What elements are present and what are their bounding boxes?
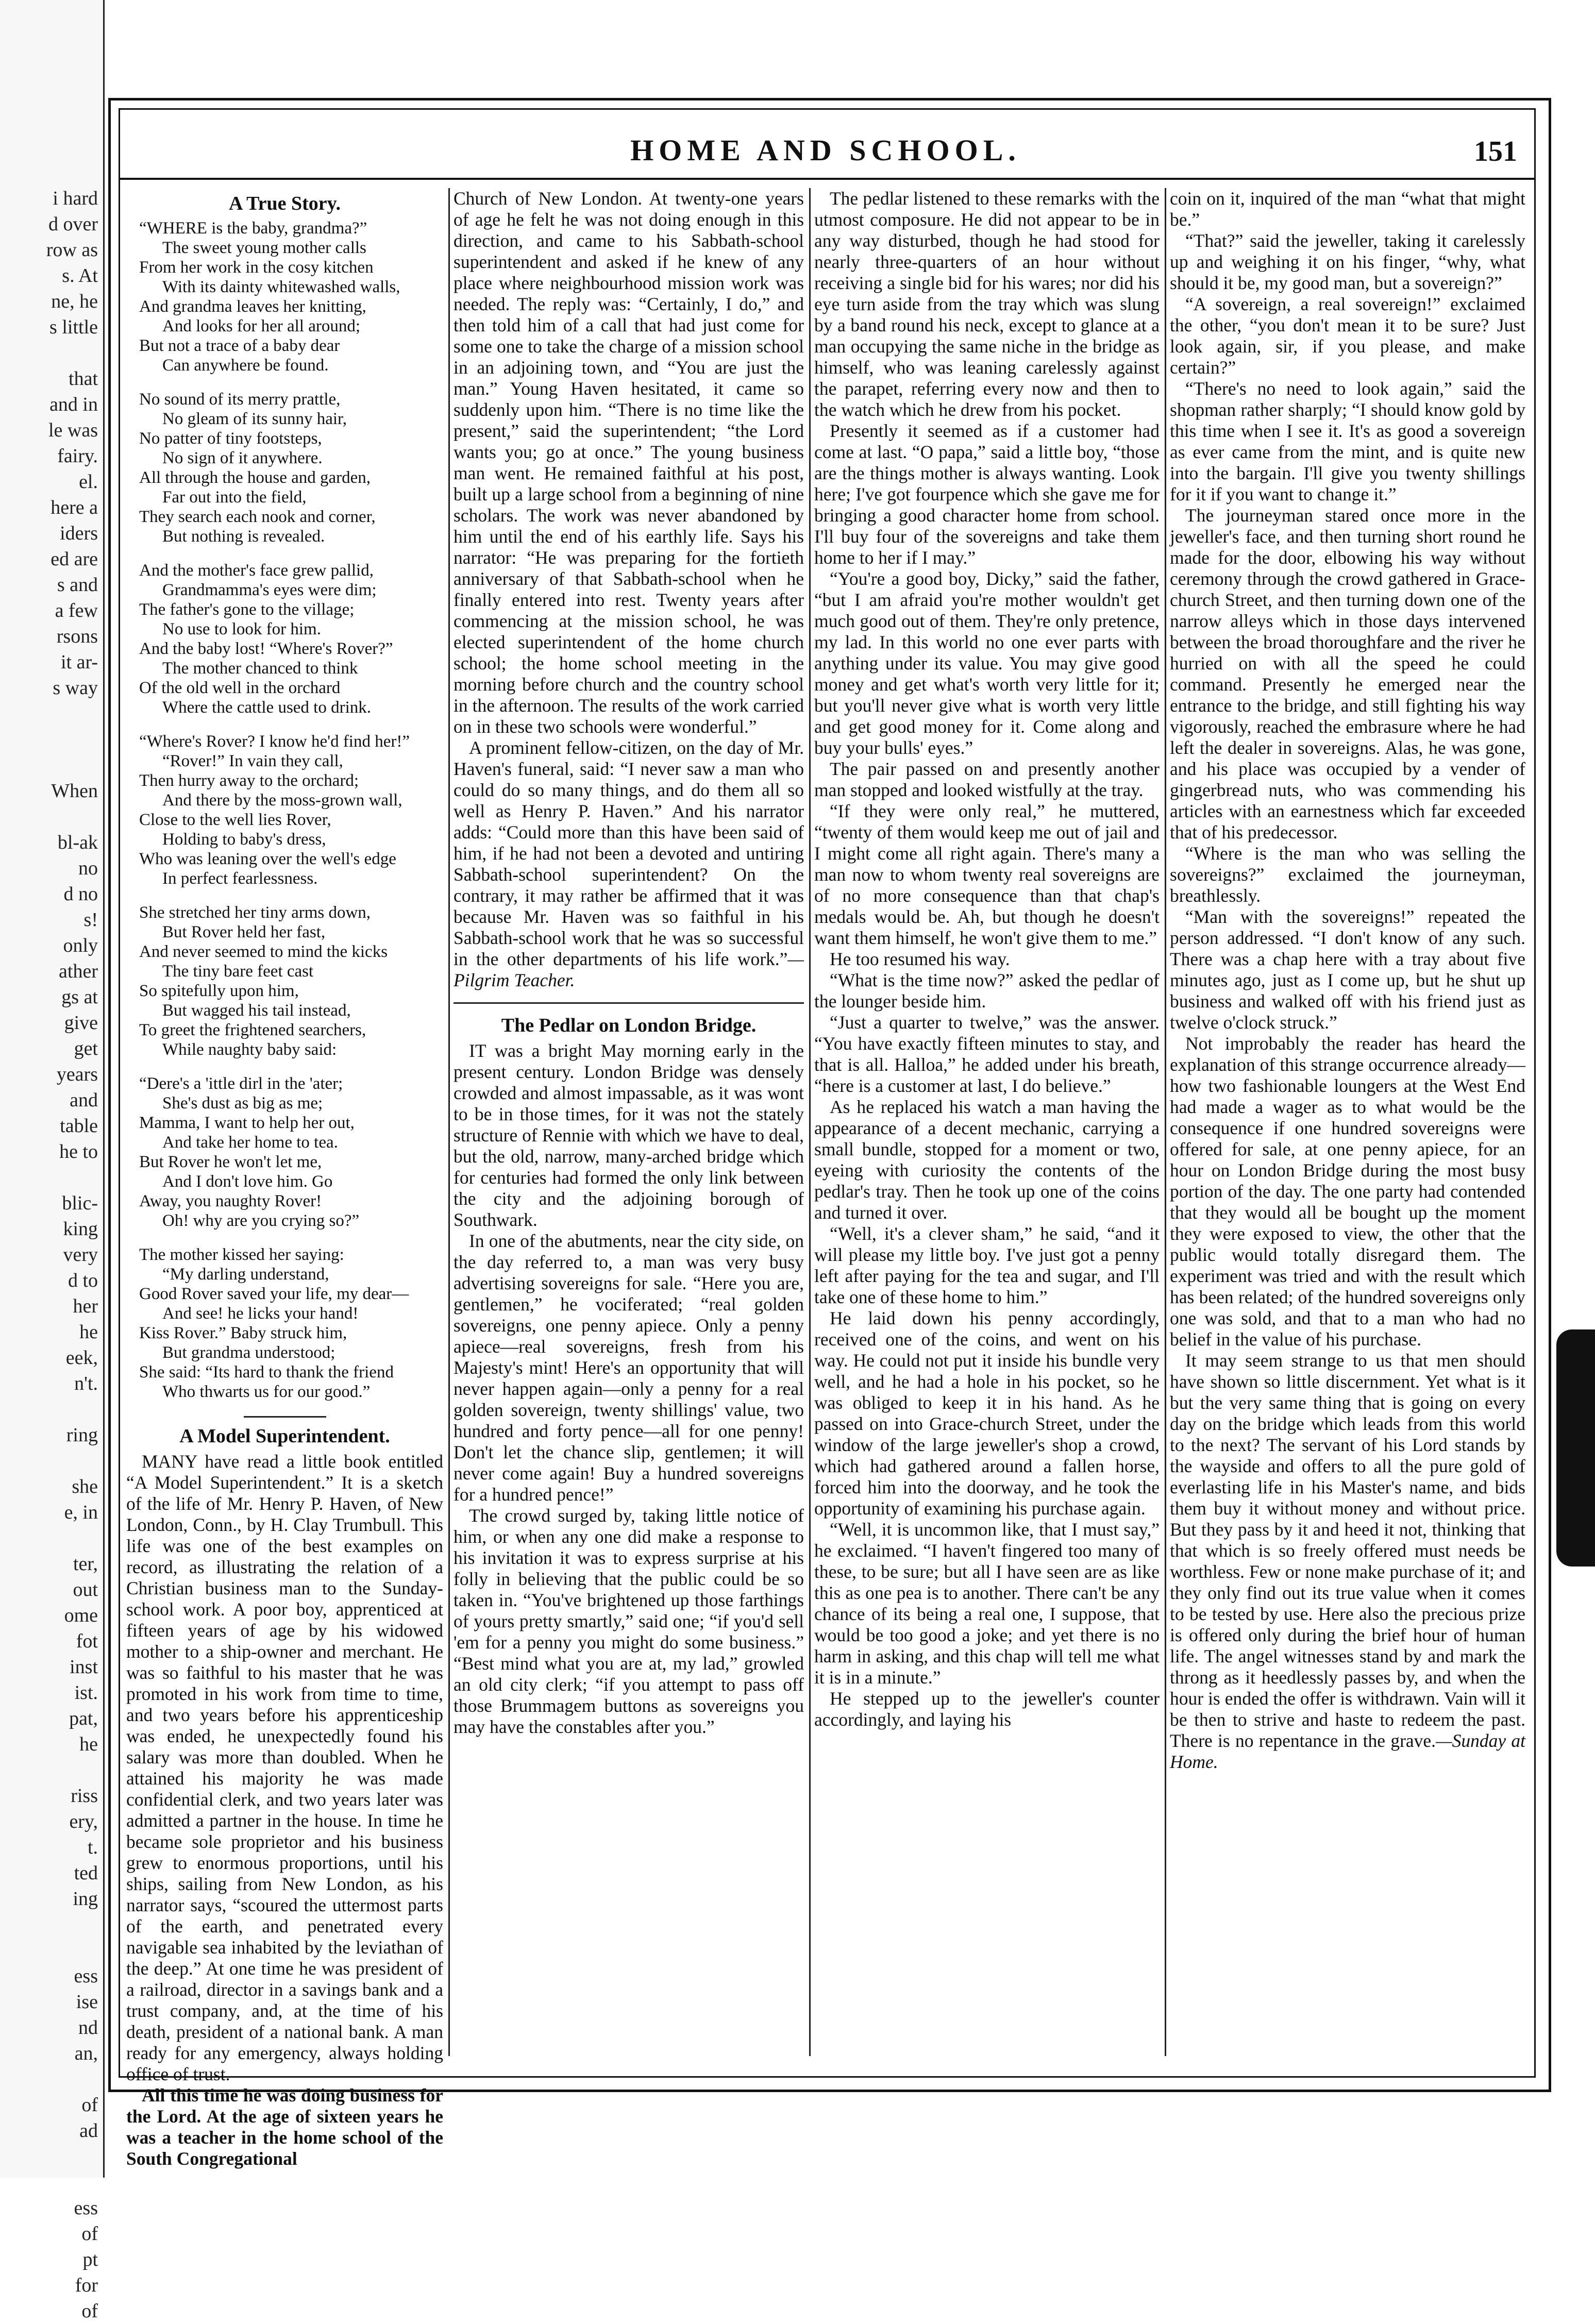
story-paragraph: “If they were only real,” he muttered, “twenty of them would keep me out of jail and I might come all right again. There's many a man now to whom twenty real sovereigns are of no more consequence than that chap's medals would be. Ah, but though he doesn't want them himself, he won't give them to me.” [814, 801, 1160, 948]
margin-fragment: ing [73, 1888, 98, 1910]
margin-fragment: of [81, 2094, 98, 2116]
poem-line: And grandma leaves her knitting, [139, 297, 366, 316]
page-header [119, 119, 1533, 180]
margin-fragment [0, 1912, 98, 1938]
poem-line: To greet the frightened searchers, [139, 1021, 366, 1039]
margin-fragment: ring [66, 1424, 98, 1446]
poem-line: While naughty baby said: [162, 1040, 337, 1059]
poem-line: And looks for her all around; [162, 317, 360, 335]
poem-line: But wagged his tail instead, [162, 1001, 351, 1020]
margin-fragment: nd [78, 2017, 98, 2039]
poem-line: Who thwarts us for our good.” [162, 1383, 371, 1401]
margin-fragment: d over [48, 213, 98, 235]
poem-line: Mamma, I want to help her out, [139, 1114, 355, 1132]
column-2 [454, 188, 804, 2056]
margin-fragment: s and [57, 574, 98, 596]
margin-fragment: here a [51, 497, 98, 518]
column-divider [1165, 188, 1166, 2056]
margin-fragment: ess [74, 1965, 98, 1987]
poem-title: A True Story. [228, 193, 341, 214]
poem-line: “WHERE is the baby, grandma?” [139, 219, 367, 238]
column-1 [126, 188, 443, 2169]
margin-fragment [0, 752, 98, 778]
scanner-clip [1556, 1329, 1595, 1567]
poem-body [126, 218, 443, 1402]
margin-fragment: a few [55, 600, 98, 621]
column-4 [1170, 188, 1525, 2056]
story-paragraph: The pedlar listened to these remarks with the utmost composure. He did not appear to be in any way disturbed, though he had stood for nearly three-quarters of an hour without receiving a single bid for his wares; nor did his eye turn aside from the tray which was slung by a band round his neck, except to glance at a man occupying the same niche in the bridge as himself, who was leaning carelessly against the parapet, referring every now and then to the watch which he drew from his pocket. [814, 188, 1160, 420]
poem-line: Kiss Rover.” Baby struck him, [139, 1324, 347, 1342]
poem-line: But Rover held her fast, [162, 923, 326, 941]
margin-fragment: d to [68, 1270, 98, 1291]
story-paragraph: Not improbably the reader has heard the explanation of this strange occurrence already—how two fashionable loungers at the West End had made a wager as to what would be the consequence if one hundred sovereigns were offered for sale, at one penny apiece, for an hour on London Bridge during the most busy portion of the day. The one party had contended that they would all be bought up the moment they were exposed to view, the other that the public would totally disregard them. The experiment was tried and with the result which has been related; of the hundred sovereigns only one was sold, and that to a man who had no belief in the value of his purchase. [1170, 1033, 1525, 1350]
poem-line: No patter of tiny footsteps, [139, 429, 322, 448]
margin-fragment: eek, [65, 1347, 98, 1369]
margin-fragment [0, 804, 98, 830]
story-paragraph: “That?” said the jeweller, taking it carelessly up and weighing it on his finger, “why, what should it be, my good man, but a sovereign?” [1170, 230, 1525, 293]
margin-fragment: he [79, 1321, 98, 1343]
poem-line: And see! he licks your hand! [162, 1304, 359, 1323]
poem-line: Holding to baby's dress, [162, 830, 326, 849]
poem-line: But nothing is revealed. [162, 527, 325, 546]
story-paragraph: He laid down his penny accordingly, received one of the coins, and went on his way. He could not put it inside his bundle very well, and he had a hole in his pocket, so he was obliged to keep it in his hand. As he passed on into Grace-church Street, under the window of the large jeweller's shop a crowd, which had gathered around a fallen horse, forced him into the doorway, and he took the opportunity of examining his purchase again. [814, 1308, 1160, 1519]
poem-line: No sound of its merry prattle, [139, 390, 341, 409]
poem-stanza [126, 1074, 443, 1231]
masthead-title: HOME AND SCHOOL. [630, 133, 1021, 167]
margin-fragment: riss [71, 1785, 98, 1807]
article-paragraph: All this time he was doing business for the Lord. At the age of sixteen years he was a teacher in the home school of the South Congregational [126, 2085, 443, 2169]
margin-fragment: that [69, 368, 98, 390]
margin-fragment: ery, [69, 1811, 98, 1832]
margin-fragment [0, 1525, 98, 1551]
poem-line: She stretched her tiny arms down, [139, 903, 371, 922]
story-paragraph: “Where is the man who was selling the sovereigns?” exclaimed the journeyman, breathlessly. [1170, 843, 1525, 906]
article-paragraph: MANY have read a little book entitled “A Model Superintendent.” It is a sketch of the life of Mr. Henry P. Haven, of New London, Conn., by H. Clay Trumbull. This life was one of the best examples on record, as illustrating the relation of a Christian business man to the Sunday-school work. A poor boy, apprenticed at fifteen years of age by his widowed mother to a ship-owner and merchant. He was so faithful to his master that he was promoted in his work from time to time, and two years before his apprenticeship was ended, he unexpectedly found his salary was more than doubled. When he attained his majority he was made confidential clerk, and two years later was admitted a partner in the house. In time he became sole proprietor and his business grew to enormous proportions, until his ships, sailing from New London, as his narrator says, “scoured the uttermost parts of the earth, and penetrated every navigable sea inhabited by the leviathan of the deep.” At one time he was president of a railroad, director in a savings bank and a trust company, and, at the time of his death, president of a national bank. A man ready for any emergency, always holding office of trust. [126, 1451, 443, 2084]
story-paragraph: “Well, it's a clever sham,” he said, “and it will please my little boy. I've just got a penny left after paying for the tea and sugar, and I'll take one of these home to him.” [814, 1223, 1160, 1307]
poem-line: The mother chanced to think [162, 659, 358, 678]
margin-fragment: an, [74, 2043, 98, 2064]
poem-line: The sweet young mother calls [162, 239, 366, 257]
section-rule [244, 1416, 326, 1418]
margin-fragment: el. [79, 471, 98, 493]
adjacent-page-fragments [0, 186, 98, 2322]
margin-fragment: of [81, 2223, 98, 2245]
margin-fragment [0, 1396, 98, 1422]
margin-fragment: s little [49, 316, 98, 338]
margin-fragment: rsons [56, 626, 98, 647]
margin-fragment: d no [63, 883, 98, 905]
margin-fragment: get [74, 1038, 98, 1059]
paragraph-text: It may seem strange to us that men should have shown so little discernment. Yet what is it but the very same thing that is going on every day on the bridge which leads from this world to the next? The servant of his Lord stands by the wayside and offers to all the pure gold of everlasting life in his Master's name, and bids them buy it without money and without price. But they pass by it and heed it not, thinking that that which is so freely offered must needs be worthless. Few or none make purchase of it; and they only find out its true value when it comes to be tested by use. Here also the precious prize is offered only during the brief hour of human life. The angel witnesses stand by and mark the throng as it heedlessly passes by, and when the hour is ended the offer is withdrawn. Vain will it be then to strive and haste to redeem the past. There is no repentance in the grave. [1170, 1350, 1525, 1751]
margin-fragment: ise [76, 1991, 98, 2013]
margin-fragment: gs at [61, 986, 98, 1008]
margin-fragment: her [73, 1295, 98, 1317]
poem-stanza [126, 390, 443, 546]
margin-fragment [0, 2169, 98, 2195]
margin-fragment: very [63, 1244, 98, 1266]
poem-line: Grandmamma's eyes were dim; [162, 581, 377, 599]
margin-fragment: s way [53, 677, 98, 699]
poem-line: And the mother's face grew pallid, [139, 561, 374, 580]
poem-stanza [126, 561, 443, 717]
margin-fragment: ter, [73, 1553, 98, 1575]
margin-fragment: bl-ak [57, 832, 98, 853]
poem-line: Oh! why are you crying so?” [162, 1211, 360, 1230]
margin-fragment: out [73, 1579, 98, 1601]
margin-fragment [0, 727, 98, 752]
margin-fragment: and in [49, 394, 98, 415]
margin-fragment: ne, he [51, 291, 98, 312]
margin-fragment: for [75, 2275, 98, 2296]
poem-line: No gleam of its sunny hair, [162, 410, 347, 428]
poem-line: Then hurry away to the orchard; [139, 771, 359, 790]
header-rule [119, 178, 1536, 180]
margin-fragment: When [51, 780, 98, 802]
story-paragraph: “Man with the sovereigns!” repeated the person addressed. “I don't know of any such. There was a chap here with a tray about five minutes ago, just as I come up, but he shut up business and walked off with his friend just as twelve o'clock struck.” [1170, 906, 1525, 1033]
story-paragraph: As he replaced his watch a man having the appearance of a decent mechanic, carrying a small bundle, stopped for a moment or two, eyeing with curiosity the contents of the pedlar's tray. Then he took up one of the coins and turned it over. [814, 1097, 1160, 1223]
margin-fragment [0, 701, 98, 727]
article-title: A Model Superintendent. [179, 1425, 390, 1447]
poem-line: No use to look for him. [162, 620, 321, 638]
page-number: 151 [1474, 136, 1517, 167]
margin-fragment: ad [79, 2120, 98, 2142]
poem-line: So spitefully upon him, [139, 982, 299, 1000]
poem-line: Of the old well in the orchard [139, 679, 341, 697]
article-signature: —Pilgrim Teacher. [454, 949, 804, 990]
poem-line: But Rover he won't let me, [139, 1153, 322, 1171]
margin-fragment: king [63, 1218, 98, 1240]
poem-line: All through the house and garden, [139, 468, 371, 487]
margin-fragment [0, 1448, 98, 1474]
poem-line: “Dere's a 'ittle dirl in the 'ater; [139, 1074, 343, 1093]
margin-fragment: only [63, 935, 98, 956]
poem-line: From her work in the cosy kitchen [139, 258, 374, 277]
margin-fragment: ess [74, 2197, 98, 2219]
margin-fragment [0, 1938, 98, 1963]
margin-fragment: table [60, 1115, 98, 1137]
margin-fragment: inst [70, 1656, 98, 1678]
section-rule [454, 1002, 804, 1004]
story-paragraph: “Just a quarter to twelve,” was the answer. “You have exactly fifteen minutes to stay, and that is all. Halloa,” he added under his breath, “here is a customer at last, I do believe.” [814, 1012, 1160, 1096]
margin-fragment: le was [48, 419, 98, 441]
poem-stanza [126, 732, 443, 888]
margin-fragment: ather [59, 961, 98, 982]
poem-line: And never seemed to mind the kicks [139, 942, 388, 961]
margin-fragment: it ar- [60, 651, 98, 673]
poem-line: They search each nook and corner, [139, 508, 376, 526]
margin-fragment: years [56, 1064, 98, 1085]
poem-line: In perfect fearlessness. [162, 869, 318, 888]
margin-fragment: ted [74, 1862, 98, 1884]
margin-fragment: pat, [69, 1708, 98, 1729]
margin-fragment: t. [87, 1837, 98, 1858]
poem-line: And I don't love him. Go [162, 1172, 333, 1191]
margin-fragment: he to [59, 1141, 98, 1163]
poem-line: But grandma understood; [162, 1343, 335, 1362]
poem-stanza [126, 218, 443, 375]
margin-fragment: pt [82, 2249, 98, 2270]
margin-fragment: and [70, 1089, 98, 1111]
margin-fragment: row as [46, 239, 98, 261]
poem-line: The mother kissed her saying: [139, 1245, 344, 1264]
poem-line: Good Rover saved your life, my dear— [139, 1285, 409, 1303]
story-paragraph: coin on it, inquired of the man “what that might be.” [1170, 188, 1525, 230]
margin-fragment [0, 1165, 98, 1190]
margin-fragment: of [81, 2300, 98, 2322]
column-3 [814, 188, 1160, 2056]
poem-line: “My darling understand, [162, 1265, 329, 1284]
margin-fragment: s. At [62, 265, 98, 287]
poem-line: “Rover!” In vain they call, [162, 752, 343, 770]
poem-line: And there by the moss-grown wall, [162, 791, 402, 810]
margin-fragment: fot [76, 1630, 98, 1652]
poem-line: Who was leaning over the well's edge [139, 850, 396, 868]
column-divider [448, 188, 450, 2056]
margin-fragment: he [79, 1733, 98, 1755]
article-paragraph: Church of New London. At twenty-one years of age he felt he was not doing enough in this direction, and came to his Sabbath-school superintendent and asked if he knew of any place where neighbourhood mission work was needed. The reply was: “Certainly, I do,” and then told him of a call that had just come for some one to take the charge of a mission school in an adjoining town, and “You are just the man.” Young Haven hesitated, it came so suddenly upon him. “There is no time like the present,” said the superintendent; “the Lord wants you; go at once.” The young business man went. He remained faithful at his post, built up a large school from a beginning of nine scholars. The work was never abandoned by him until the end of his earthly life. Says his narrator: “He was preparing for the fortieth anniversary of that Sabbath-school when he finally entered into rest. Twenty years after commencing at the mission school, he was elected superintendent of the home church school; the home school meeting in the morning before church and the country school in the afternoon. The results of the work carried on in these two schools were wonderful.” [454, 188, 804, 737]
poem-line: Close to the well lies Rover, [139, 811, 331, 829]
poem-line: She's dust as big as me; [162, 1094, 323, 1113]
story-paragraph: “Well, it is uncommon like, that I must say,” he exclaimed. “I haven't fingered too many of these, to be sure; but all I have seen are as like this as one pea is to another. There can't be any chance of its being a real one, I suppose, that would be too good a joke; and yet there is no harm in asking, and this chap will tell me what it is in a minute.” [814, 1519, 1160, 1688]
margin-fragment: n't. [74, 1373, 98, 1394]
story-paragraph [1170, 1350, 1525, 1773]
poem-line: The tiny bare feet cast [162, 962, 314, 981]
column-divider [809, 188, 811, 2056]
margin-fragment: ist. [74, 1682, 98, 1704]
poem-line: Where the cattle used to drink. [162, 698, 372, 717]
poem-line: Away, you naughty Rover! [139, 1192, 322, 1210]
poem-line: She said: “Its hard to thank the friend [139, 1363, 394, 1382]
margin-fragment [0, 1757, 98, 1783]
poem-line: No sign of it anywhere. [162, 449, 323, 467]
margin-fragment [0, 2066, 98, 2092]
story-paragraph: Presently it seemed as if a customer had come at last. “O papa,” said a little boy, “those are the things mother is always wanting. Look here; I've got fourpence which she gave me for bringing a good character home from school. I'll buy four of the sovereigns and take them home to her if I may.” [814, 420, 1160, 568]
story-paragraph: He too resumed his way. [830, 949, 1010, 969]
article-paragraph [454, 737, 804, 991]
margin-fragment: e, in [64, 1502, 98, 1523]
story-paragraph: IT was a bright May morning early in the present century. London Bridge was densely crowded and almost impassable, as it was wont to be in those times, for it was not the stately structure of Rennie with which we have to deal, but the old, narrow, many-arched bridge which for centuries had formed the only link between the city and the adjoining borough of Southwark. [454, 1040, 804, 1230]
story-paragraph: He stepped up to the jeweller's counter accordingly, and laying his [814, 1688, 1160, 1730]
margin-fragment: iders [60, 523, 98, 544]
poem-stanza [126, 903, 443, 1059]
story-paragraph: “You're a good boy, Dicky,” said the father, “but I am afraid you're mother wouldn't get much good out of them. They're only pretence, my lad. In this world no one ever parts with anything under its value. You may give good money and get what's worth very little for it; but you'll never give what is worth very little and get good money for it. Come along and buy your bulls' eyes.” [814, 568, 1160, 758]
poem-line: “Where's Rover? I know he'd find her!” [139, 732, 410, 751]
poem-line: And the baby lost! “Where's Rover?” [139, 639, 393, 658]
story-paragraph: “What is the time now?” asked the pedlar of the lounger beside him. [814, 970, 1160, 1012]
margin-fragment: no [78, 857, 98, 879]
story-title: The Pedlar on London Bridge. [501, 1015, 757, 1036]
poem-line: Far out into the field, [162, 488, 307, 507]
margin-fragment: ed are [51, 548, 98, 570]
margin-fragment: ome [64, 1605, 98, 1626]
margin-fragment: s! [83, 909, 98, 931]
margin-fragment: blic- [62, 1192, 98, 1214]
story-paragraph: The journeyman stared once more in the jeweller's face, and then turning short round he made for the door, elbowing his way without ceremony through the crowd gathered in Grace-church Street, and then turning down one of the narrow alleys which in those days intervened between the broad thoroughfare and the river he hurried on with all the speed he could command. Presently he emerged near the entrance to the bridge, and still fighting his way vigorously, reached the embrasure where he had left the dealer in sovereigns. Alas, he was gone, and his place was occupied by a vender of gingerbread nuts, who was commending his articles with an earnestness which far exceeded that of his predecessor. [1170, 505, 1525, 843]
margin-fragment [0, 2144, 98, 2169]
paragraph-text: A prominent fellow-citizen, on the day of Mr. Haven's funeral, said: “I never saw a man who could do so many things, and do them all so well as Henry P. Haven.” And his narrator adds: “Could more than this have been said of him, if he had not been a devoted and untiring Sabbath-school superintendent? On the contrary, it may rather be affirmed that it was because Mr. Haven was so faithful in his Sabbath-school work that he was so successful in the other departments of his life work.” [454, 737, 804, 969]
binding-margin [0, 0, 105, 2322]
poem-stanza [126, 1245, 443, 1402]
story-paragraph: “There's no need to look again,” said the shopman rather sharply; “I should know gold by this time when I see it. It's as good a sovereign as ever came from the mint, and is quite new into the bargain. I'll give you twenty shillings for it if you want to change it.” [1170, 378, 1525, 504]
poem-line: With its dainty whitewashed walls, [162, 278, 400, 296]
story-signature: —Sunday at Home. [1170, 1730, 1526, 1772]
margin-fragment: fairy. [57, 445, 98, 467]
margin-fragment: i hard [53, 188, 98, 209]
story-paragraph: In one of the abutments, near the city side, on the day referred to, a man was very busy advertising sovereigns for sale. “Here you are, gentlemen,” he vociferated; “real golden sovereigns, one penny apiece. Only a penny apiece—real sovereigns, fresh from his Majesty's mint! Here's an opportunity that will never happen again—only a penny for a real golden sovereign, twenty shillings' value, two hundred and forty pence—all for one penny! Don't let the chance slip, gentlemen; it will never come again! Buy a hundred sovereigns for a hundred pence!” [454, 1231, 804, 1505]
margin-fragment [0, 340, 98, 366]
margin-fragment: she [72, 1476, 98, 1497]
story-paragraph: The crowd surged by, taking little notice of him, or when any one did make a response to his invitation it was to express surprise at his folly in believing that the public could be so taken in. “You've brightened up those farthings of yours pretty smartly,” said one; “if you'd sell 'em for a penny you might do some business.” “Best mind what you are at, my lad,” growled an old city clerk; “if you attempt to pass off those Brummagem buttons as sovereigns you may have the constables after you.” [454, 1505, 804, 1737]
story-paragraph: The pair passed on and presently another man stopped and looked wistfully at the tray. [814, 759, 1160, 800]
poem-line: But not a trace of a baby dear [139, 336, 340, 355]
poem-line: Can anywhere be found. [162, 356, 329, 375]
poem-line: And take her home to tea. [162, 1133, 338, 1152]
margin-fragment: give [64, 1012, 98, 1034]
story-paragraph: “A sovereign, a real sovereign!” exclaimed the other, “you don't mean it to be sure? Just look again, sir, if you please, and make certain?” [1170, 294, 1525, 378]
poem-line: The father's gone to the village; [139, 600, 355, 619]
